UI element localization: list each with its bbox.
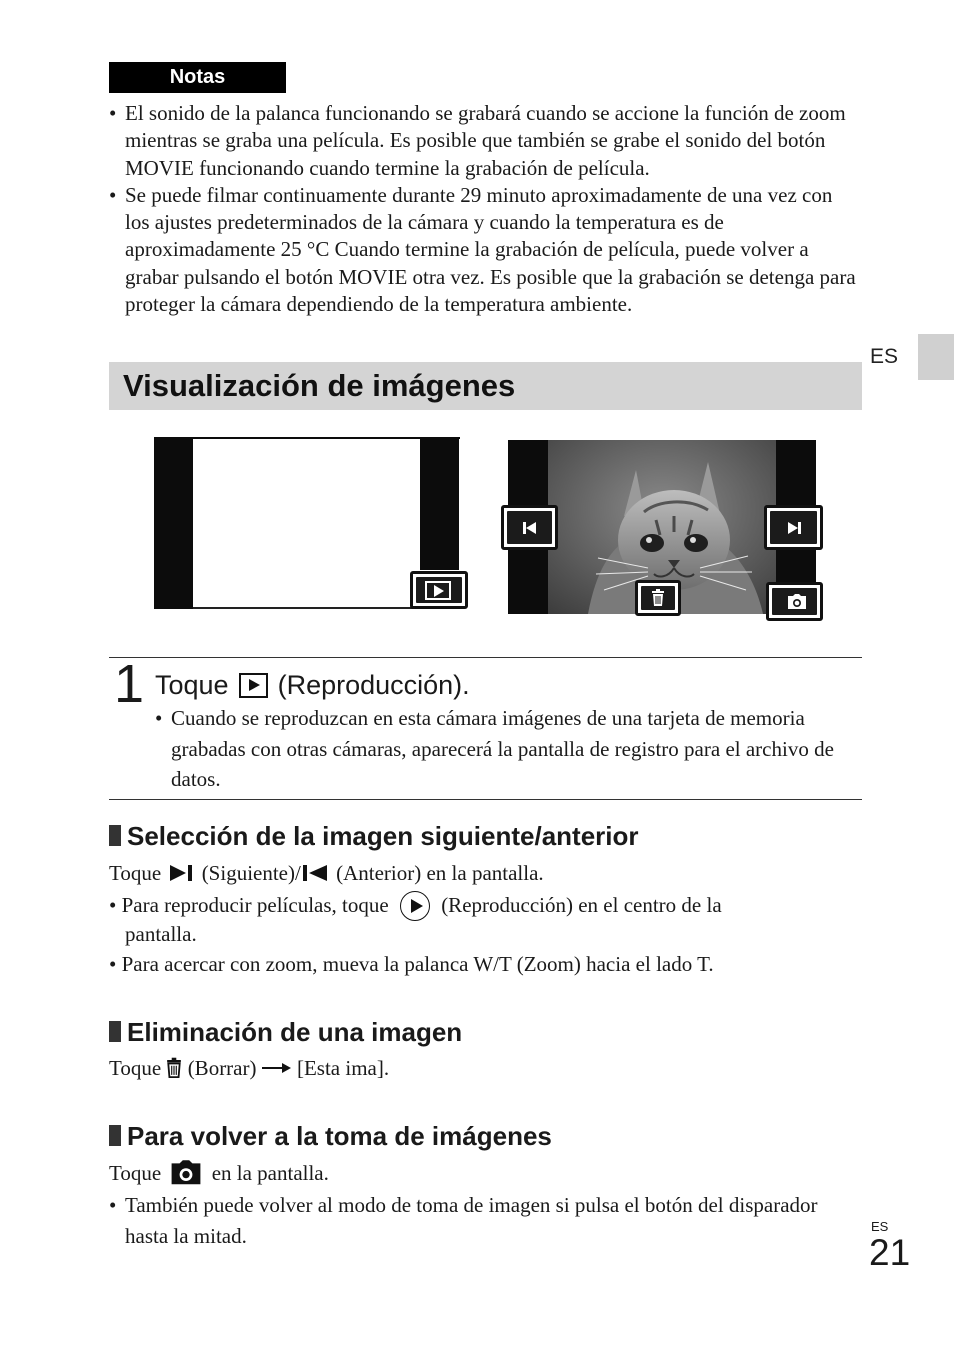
section-title: Visualización de imágenes: [123, 368, 516, 403]
text: [Esta ima].: [296, 1056, 390, 1080]
step-title-prefix: Toque: [155, 670, 229, 700]
next-icon: [788, 522, 802, 534]
arrow-right-icon: [262, 1062, 292, 1074]
heading-text: Eliminación de una imagen: [127, 1017, 463, 1047]
heading-text: Para volver a la toma de imágenes: [127, 1121, 552, 1151]
trash-icon: [166, 1057, 182, 1079]
notes-list: [109, 100, 861, 318]
page-number: 21: [869, 1232, 911, 1273]
back-shoot-line: [109, 1160, 329, 1186]
list-item: • Se puede filmar continuamente durante 29 minuto aproximadamente de una vez con los ajustes predeterminados de la cámara y cuando la temperatura es de aproximadamente 25 °C Cuando termine la grabación de película, puede volver a grabar pulsando el botón MOVIE otra vez. Es posible que la grabación se detenga para proteger la cámara dependiendo de la temperatura ambiente.: [109, 182, 861, 318]
subsection-heading: [109, 1121, 552, 1152]
delete-button[interactable]: [635, 580, 681, 616]
heading-marker: [109, 825, 121, 846]
heading-text: Selección de la imagen siguiente/anterior: [127, 821, 639, 851]
text: Toque: [109, 861, 162, 885]
previous-button[interactable]: [501, 505, 558, 550]
step-divider-bottom: [109, 799, 862, 800]
step-divider-top: [109, 657, 862, 658]
list-item: • Cuando se reproduzcan en esta cámara imágenes de una tarjeta de memoria grabadas con otras cámaras, aparecerá la pantalla de registro para el archivo de datos.: [155, 703, 855, 795]
play-icon: [239, 673, 268, 698]
playback-button[interactable]: [410, 571, 468, 609]
play-icon: [425, 581, 451, 600]
next-icon: [168, 864, 196, 882]
text: (Siguiente)/: [201, 861, 301, 885]
camera-icon: [787, 594, 807, 610]
subsection-heading: [109, 821, 639, 852]
illustration-playback-screen: [500, 440, 825, 622]
text: Toque: [109, 1161, 162, 1185]
step-number: 1: [114, 654, 145, 714]
illustration-shooting-screen: [154, 437, 470, 612]
back-shoot-bullets: [109, 1190, 849, 1252]
list-item: • También puede volver al modo de toma de imagen si pulsa el botón del disparador hasta la mitad.: [109, 1190, 849, 1252]
prev-icon: [301, 864, 331, 882]
text: (Borrar): [187, 1056, 257, 1080]
subsection-heading: [109, 1017, 462, 1048]
list-item-continued: pantalla.: [125, 922, 197, 946]
text: en la pantalla.: [211, 1161, 329, 1185]
text: Toque: [109, 1056, 162, 1080]
list-item: • Para acercar con zoom, mueva la palanca W/T (Zoom) hacia el lado T.: [109, 952, 714, 976]
list-item: • El sonido de la palanca funcionando se grabará cuando se accione la función de zoom mientras se graba una película. Es posible que también se grabe el sonido del botón MOVIE funcionando cuando termine la grabación de película.: [109, 100, 861, 182]
text: (Anterior) en la pantalla.: [336, 861, 544, 885]
text: (Reproducción) en el centro de la: [441, 893, 722, 917]
play-circle-icon: [400, 891, 430, 921]
prev-icon: [523, 522, 537, 534]
step-bullets: [155, 703, 855, 795]
trash-icon: [651, 589, 665, 607]
side-tab: [918, 334, 954, 380]
section-header: [109, 362, 862, 410]
text: Para acercar con zoom, mueva la palanca W/T (Zoom) hacia el lado T.: [121, 952, 714, 976]
heading-marker: [109, 1021, 121, 1042]
page-language: ES: [871, 1219, 889, 1234]
next-button[interactable]: [764, 505, 823, 550]
shooting-mode-button[interactable]: [766, 582, 823, 621]
next-prev-line: [109, 861, 544, 886]
camera-icon: [170, 1160, 202, 1186]
step-title: [155, 670, 470, 701]
notes-badge: Notas: [109, 62, 286, 93]
heading-marker: [109, 1125, 121, 1146]
side-language-label: ES: [870, 345, 899, 368]
text: Para reproducir películas, toque: [121, 893, 389, 917]
list-item: • Para reproducir películas, toque (Reproducción) en el centro de la: [109, 891, 722, 921]
step-title-suffix: (Reproducción).: [277, 670, 470, 700]
delete-line: [109, 1056, 389, 1081]
